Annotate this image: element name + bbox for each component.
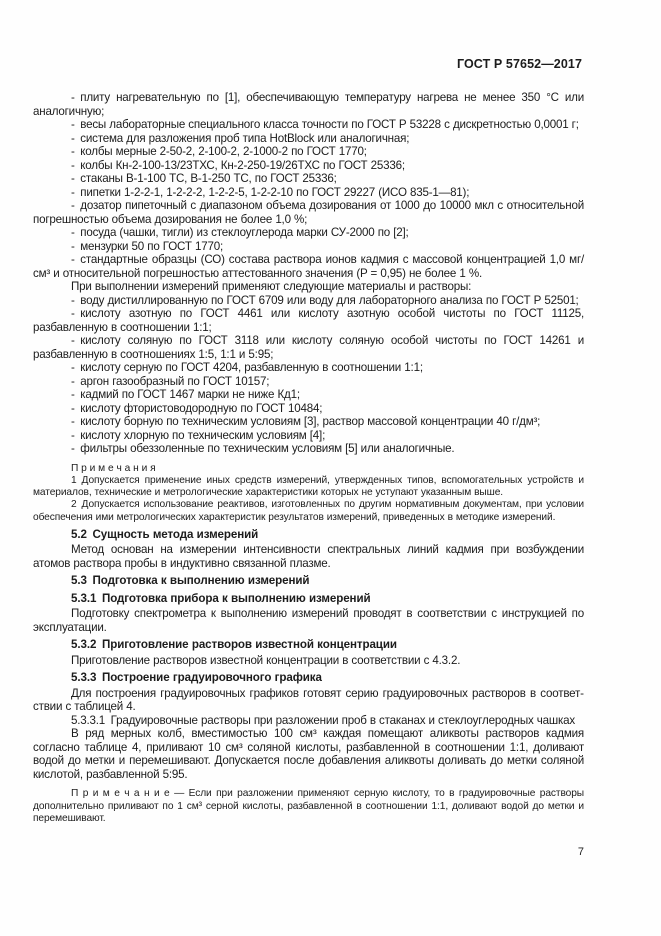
paragraph-item: - кислоту серную по ГОСТ 4204, разбавленную в соотношении 1:1; xyxy=(71,361,423,374)
paragraph-body: Подготовку спектрометра к выполнению измерений проводят в соответствии с инструкцией по эксплуатации. xyxy=(33,607,584,634)
paragraph-item: - воду дистиллированную по ГОСТ 6709 или воду для лабораторного анализа по ГОСТ Р 52501; xyxy=(71,293,579,307)
paragraph-item: - мензурки 50 по ГОСТ 1770; xyxy=(71,239,223,253)
paragraph-body: Для построения градуировочных графиков готовят серию градуировочных растворов в соответствии с таблицей 4. xyxy=(33,686,584,714)
paragraph-body: В ряд мерных колб, вместимостью 100 см³ каждая помещают аликвоты растворов кадмия согласно таблице 4, приливают 10 см³ соляной кислоты, разбавленной в соотношении 1:1, доливают водой до метки и перемешивают. Допускается после добавления аликвоты доливать до метки соляной кислотой, разбавленной 5:95. xyxy=(33,727,584,781)
paragraph-notehead: П р и м е ч а н и я xyxy=(71,462,156,474)
paragraph-item: - дозатор пипеточный с диапазоном объема дозирования от 1000 до 10000 мкл с относительной погрешностью объема дозирования не более 1,0 %; xyxy=(33,199,584,226)
paragraph-heading: 5.3.3 Построение градуировочного графика xyxy=(71,671,322,685)
paragraph-item: - посуда (чашки, тигли) из стеклоуглерода марки СУ-2000 по [2]; xyxy=(71,226,409,239)
text-body xyxy=(33,91,584,825)
paragraph-item: - пипетки 1-2-2-1, 1-2-2-2, 1-2-2-5, 1-2-2-10 по ГОСТ 29227 (ИСО 835-1—81); xyxy=(71,185,470,199)
paragraph-item: - плиту нагревательную по [1], обеспечивающую температуру нагрева не менее 350 °С или аналогичную; xyxy=(33,91,584,118)
page-number: 7 xyxy=(577,846,584,858)
paragraph-body: Метод основан на измерении интенсивности спектральных линий кадмия при возбуждении атомов раствора пробы в индуктивно связанной плазме. xyxy=(33,543,584,570)
paragraph-notesolo: П р и м е ч а н и е — Если при разложении применяют серную кислоту, то в градуировочные растворы дополнительно приливают по 1 см³ серной кислоты, разбавленной в соотношении 1:1, доливают водой до метки и перемешивают. xyxy=(33,788,584,825)
paragraph-item: - кислоту азотную по ГОСТ 4461 или кислоту азотную особой чистоты по ГОСТ 11125, разбавленную в соотношении 1:1; xyxy=(33,307,584,334)
paragraph-heading: 5.2 Сущность метода измерений xyxy=(71,527,259,541)
paragraph-item: - система для разложения проб типа HotBlock или аналогичная; xyxy=(71,131,410,145)
paragraph-item: - фильтры обеззоленные по техническим условиям [5] или аналогичные. xyxy=(71,442,455,455)
paragraph-note: 1 Допускается применение иных средств измерений, утвержденных типов, вспомогательных устройств и материалов, технические и метрологические характеристики которых не уступают указанным выше. xyxy=(33,474,584,499)
document-header: ГОСТ Р 57652—2017 xyxy=(456,57,582,71)
paragraph-item: - аргон газообразный по ГОСТ 10157; xyxy=(71,374,270,388)
paragraph-note: 2 Допускается использование реактивов, изготовленных по другим нормативным документам, при условии обеспечения ими метрологических характеристик результатов измерений, приведенных в методике измерений. xyxy=(33,499,584,523)
paragraph-heading: 5.3 Подготовка к выполнению измерений xyxy=(71,574,310,588)
paragraph-heading: 5.3.1 Подготовка прибора к выполнению измерений xyxy=(71,591,371,605)
page-content xyxy=(33,57,584,825)
paragraph-item: - весы лабораторные специального класса точности по ГОСТ Р 53228 с дискретностью 0,0001 г; xyxy=(71,118,579,131)
paragraph-item: - кислоту хлорную по техническим условиям [4]; xyxy=(71,428,326,442)
paragraph-item: - стаканы В-1-100 ТС, В-1-250 ТС, по ГОСТ 25336; xyxy=(71,172,337,185)
paragraph-item: - кислоту соляную по ГОСТ 3118 или кислоту соляную особой чистоты по ГОСТ 14261 и разбавленную в соотношениях 1:5, 1:1 и 5:95; xyxy=(33,334,584,361)
paragraph-body: 5.3.3.1 Градуировочные растворы при разложении проб в стаканах и стеклоуглеродных чашках xyxy=(71,713,575,727)
paragraph-item: - кислоту фтористоводородную по ГОСТ 10484; xyxy=(71,401,323,415)
paragraph-heading: 5.3.2 Приготовление растворов известной концентрации xyxy=(71,638,397,652)
paragraph-item: - колбы Кн-2-100-13/23ТХС, Кн-2-250-19/26ТХС по ГОСТ 25336; xyxy=(71,158,405,172)
paragraph-body: При выполнении измерений применяют следующие материалы и растворы: xyxy=(71,280,472,293)
paragraph-body: Приготовление растворов известной концентрации в соответствии с 4.3.2. xyxy=(71,653,461,667)
paragraph-item: - колбы мерные 2-50-2, 2-100-2, 2-1000-2 по ГОСТ 1770; xyxy=(71,145,367,158)
paragraph-item: - кадмий по ГОСТ 1467 марки не ниже Кд1; xyxy=(71,388,300,401)
paragraph-item: - стандартные образцы (СО) состава раствора ионов кадмия с массовой концентрацией 1,0 мг/см³ и относительной погрешностью аттестованного значения (P = 0,95) не более 1 %. xyxy=(33,253,584,280)
paragraph-item: - кислоту борную по техническим условиям [3], раствор массовой концентрации 40 г/дм³; xyxy=(71,415,541,428)
